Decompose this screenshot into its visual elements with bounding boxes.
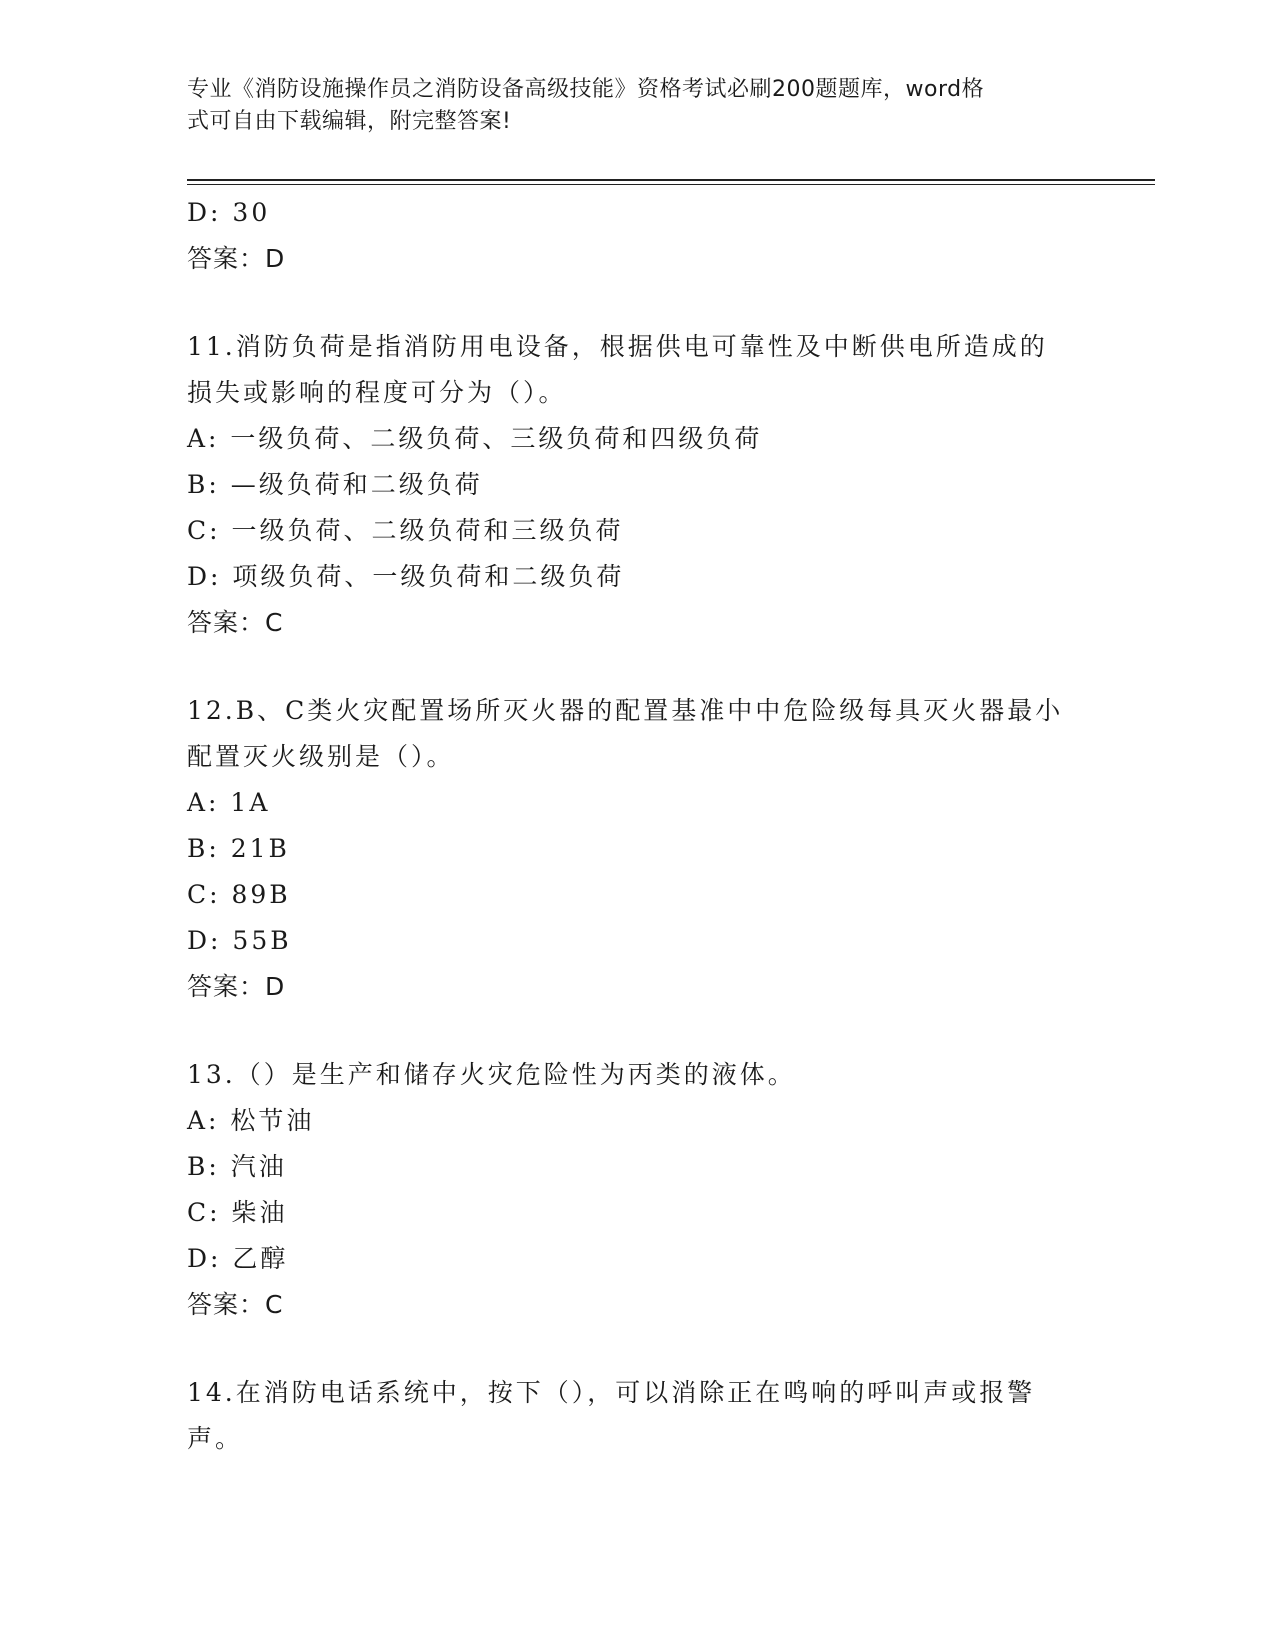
header-line-1: 专业《消防设施操作员之消防设备高级技能》资格考试必刷200题题库，word格 [187,77,985,102]
answer-line: 答案：C [187,608,284,637]
question-stem: 13.（）是生产和储存火灾危险性为丙类的液体。 [187,1060,796,1089]
question-stem-cont: 声。 [187,1424,244,1453]
option-b: B: 汽油 [187,1152,287,1181]
spacer [187,282,1087,324]
option-b: B: —级负荷和二级负荷 [187,470,483,499]
question-list [187,190,1087,1462]
option-b: B: 21B [187,834,290,863]
question-stem: 12.B、C类火灾配置场所灭火器的配置基准中中危险级每具灭火器最小 [187,696,1064,725]
question-block-12 [187,688,1087,1010]
answer-line: 答案：D [187,244,286,273]
option-a: A: 一级负荷、二级负荷、三级负荷和四级负荷 [187,424,763,453]
question-block-14 [187,1370,1087,1462]
question-stem: 14.在消防电话系统中，按下（），可以消除正在鸣响的呼叫声或报警 [187,1378,1036,1407]
question-stem-cont: 配置灭火级别是（）。 [187,742,455,771]
option-d: D: 项级负荷、一级负荷和二级负荷 [187,562,625,591]
header-line-2: 式可自由下载编辑，附完整答案! [187,109,512,134]
option-d: D: 55B [187,926,292,955]
option-d: D: 30 [187,198,271,227]
document-header [187,74,1067,138]
question-block-11 [187,324,1087,646]
header-divider-thick [187,179,1155,181]
question-block-13 [187,1052,1087,1328]
spacer [187,1010,1087,1052]
option-a: A: 松节油 [187,1106,315,1135]
option-c: C: 柴油 [187,1198,288,1227]
spacer [187,646,1087,688]
option-a: A: 1A [187,788,271,817]
header-divider-thin [187,184,1155,185]
option-d: D: 乙醇 [187,1244,289,1273]
question-stem: 11.消防负荷是指消防用电设备，根据供电可靠性及中断供电所造成的 [187,332,1048,361]
answer-line: 答案：C [187,1290,284,1319]
option-c: C: 一级负荷、二级负荷和三级负荷 [187,516,624,545]
spacer [187,1328,1087,1370]
question-stem-cont: 损失或影响的程度可分为（）。 [187,378,567,407]
answer-line: 答案：D [187,972,286,1001]
option-c: C: 89B [187,880,291,909]
question-block-prev [187,190,1087,282]
